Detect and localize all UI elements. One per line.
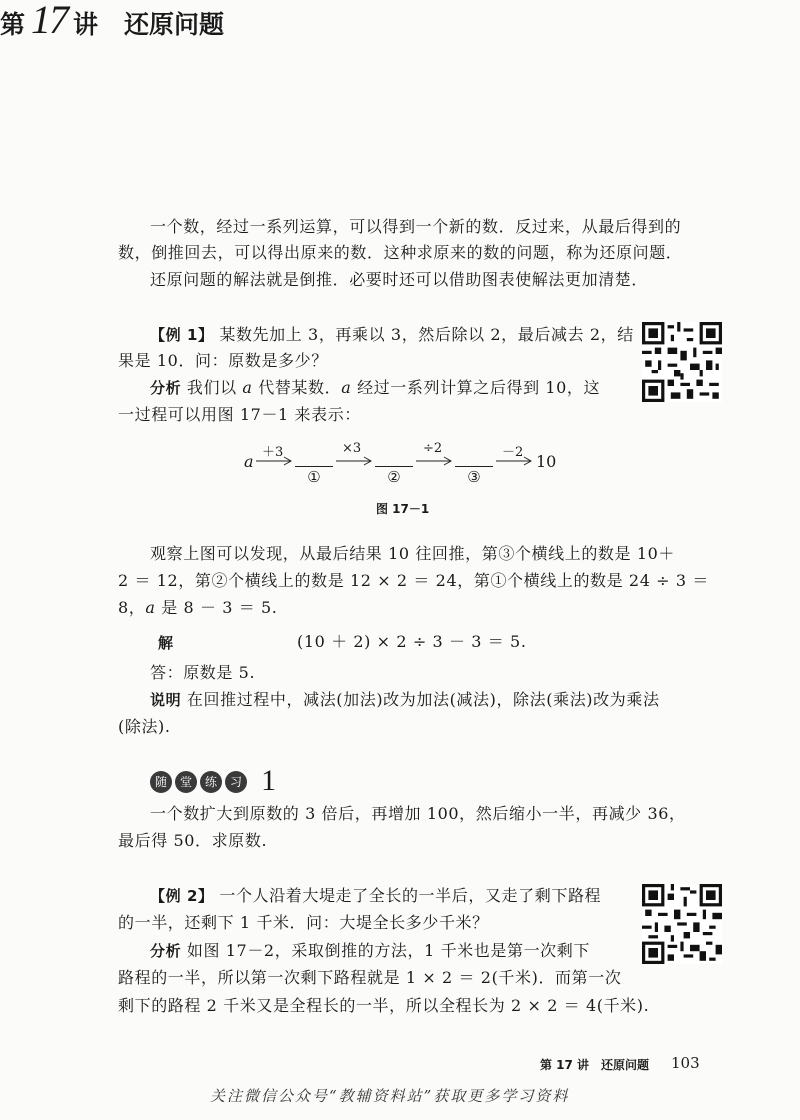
- analysis-label: 分析: [150, 379, 182, 397]
- title-topic: 还原问题: [124, 10, 225, 39]
- example2-analysis-line-1: 分析 如图 17－2，采取倒推的方法，1 千米也是第一次剩下: [150, 941, 590, 960]
- watermark-text: 关注微信公众号“教辅资料站”获取更多学习资料: [210, 1087, 570, 1105]
- answer-text: 答：原数是 5.: [150, 663, 256, 682]
- title-prefix: 第: [0, 10, 26, 39]
- op-mul-3: ×3: [342, 441, 362, 456]
- example1-analysis-line-2: 一过程可以用图 17－1 来表示：: [118, 405, 361, 424]
- blank-line-1: [295, 466, 333, 467]
- lesson-title: [0, 0, 800, 45]
- intro-line-2: 数，倒推回去，可以得出原来的数．这种求原来的数的问题，称为还原问题．: [118, 243, 683, 262]
- observation-line-1: 观察上图可以发现，从最后结果 10 往回推，第③个横线上的数是 10＋: [150, 544, 675, 563]
- observation-line-2: 2 ＝ 12，第②个横线上的数是 12 × 2 ＝ 24，第①个横线上的数是 24 ÷ 3 ＝: [118, 571, 709, 590]
- diagram-caption: 图 17－1: [376, 502, 430, 516]
- blank-label-3: ③: [467, 468, 481, 486]
- practice-header: [150, 764, 276, 798]
- diagram-end: 10: [536, 452, 557, 471]
- example1-question-line-2: 果是 10．问：原数是多少？: [118, 351, 328, 370]
- running-footer-title: 第 17 讲 还原问题: [540, 1058, 650, 1072]
- blank-label-2: ②: [387, 468, 401, 486]
- blank-line-3: [455, 466, 493, 467]
- practice-line-1: 一个数扩大到原数的 3 倍后，再增加 100，然后缩小一半，再减少 36，: [150, 804, 686, 823]
- qr-code-example-1[interactable]: [642, 322, 722, 402]
- solution-expression: (10 ＋ 2) × 2 ÷ 3 － 3 ＝ 5.: [297, 632, 527, 651]
- example1-question-line-1: 【例 1】 某数先加上 3，再乘以 3，然后除以 2，最后减去 2，结: [150, 325, 634, 344]
- observation-line-3: 8，a 是 8 － 3 ＝ 5.: [118, 598, 278, 617]
- example1-analysis-line-1: 分析 我们以 a 代替某数．a 经过一系列计算之后得到 10，这: [150, 378, 601, 397]
- intro-line-1: 一个数，经过一系列运算，可以得到一个新的数．反过来，从最后得到的: [150, 217, 682, 236]
- diagram-start: a: [244, 452, 254, 471]
- example2-analysis-label: 分析: [150, 942, 182, 960]
- page-number: 103: [671, 1054, 700, 1072]
- blank-line-2: [375, 466, 413, 467]
- op-add-3: ＋3: [262, 445, 284, 460]
- op-sub-2: －2: [502, 445, 524, 460]
- op-div-2: ÷2: [423, 441, 443, 456]
- solution-label: 解: [158, 634, 174, 652]
- title-suffix: 讲: [73, 10, 99, 39]
- example1-label: 【例 1】: [150, 326, 214, 344]
- note-label: 说明: [150, 691, 182, 709]
- example2-question-line-1: 【例 2】 一个人沿着大堤走了全长的一半后，又走了剩下路程: [150, 886, 602, 905]
- example2-analysis-line-3: 剩下的路程 2 千米又是全程长的一半，所以全程长为 2 × 2 ＝ 4(千米).: [118, 996, 650, 1015]
- example2-analysis-line-2: 路程的一半，所以第一次剩下路程就是 1 × 2 ＝ 2(千米)．而第一次: [118, 968, 622, 987]
- blank-label-1: ①: [307, 468, 321, 486]
- note-line-2: (除法).: [118, 717, 171, 736]
- practice-line-2: 最后得 50．求原数.: [118, 831, 268, 850]
- qr-code-example-2[interactable]: [642, 884, 722, 964]
- practice-badge-4: 习: [225, 771, 247, 793]
- intro-line-3: 还原问题的解法就是倒推．必要时还可以借助图表使解法更加清楚．: [150, 270, 649, 289]
- practice-number: 1: [261, 764, 277, 797]
- practice-badge-3: 练: [200, 771, 222, 793]
- example2-question-line-2: 的一半，还剩下 1 千米．问：大堤全长多少千米？: [118, 913, 489, 932]
- note-line-1: 说明 在回推过程中，减法(加法)改为加法(减法)，除法(乘法)改为乘法: [150, 690, 660, 709]
- practice-badge-1: 随: [150, 771, 172, 793]
- example2-label: 【例 2】: [150, 887, 214, 905]
- title-number: 17: [31, 0, 68, 42]
- practice-badge-2: 堂: [175, 771, 197, 793]
